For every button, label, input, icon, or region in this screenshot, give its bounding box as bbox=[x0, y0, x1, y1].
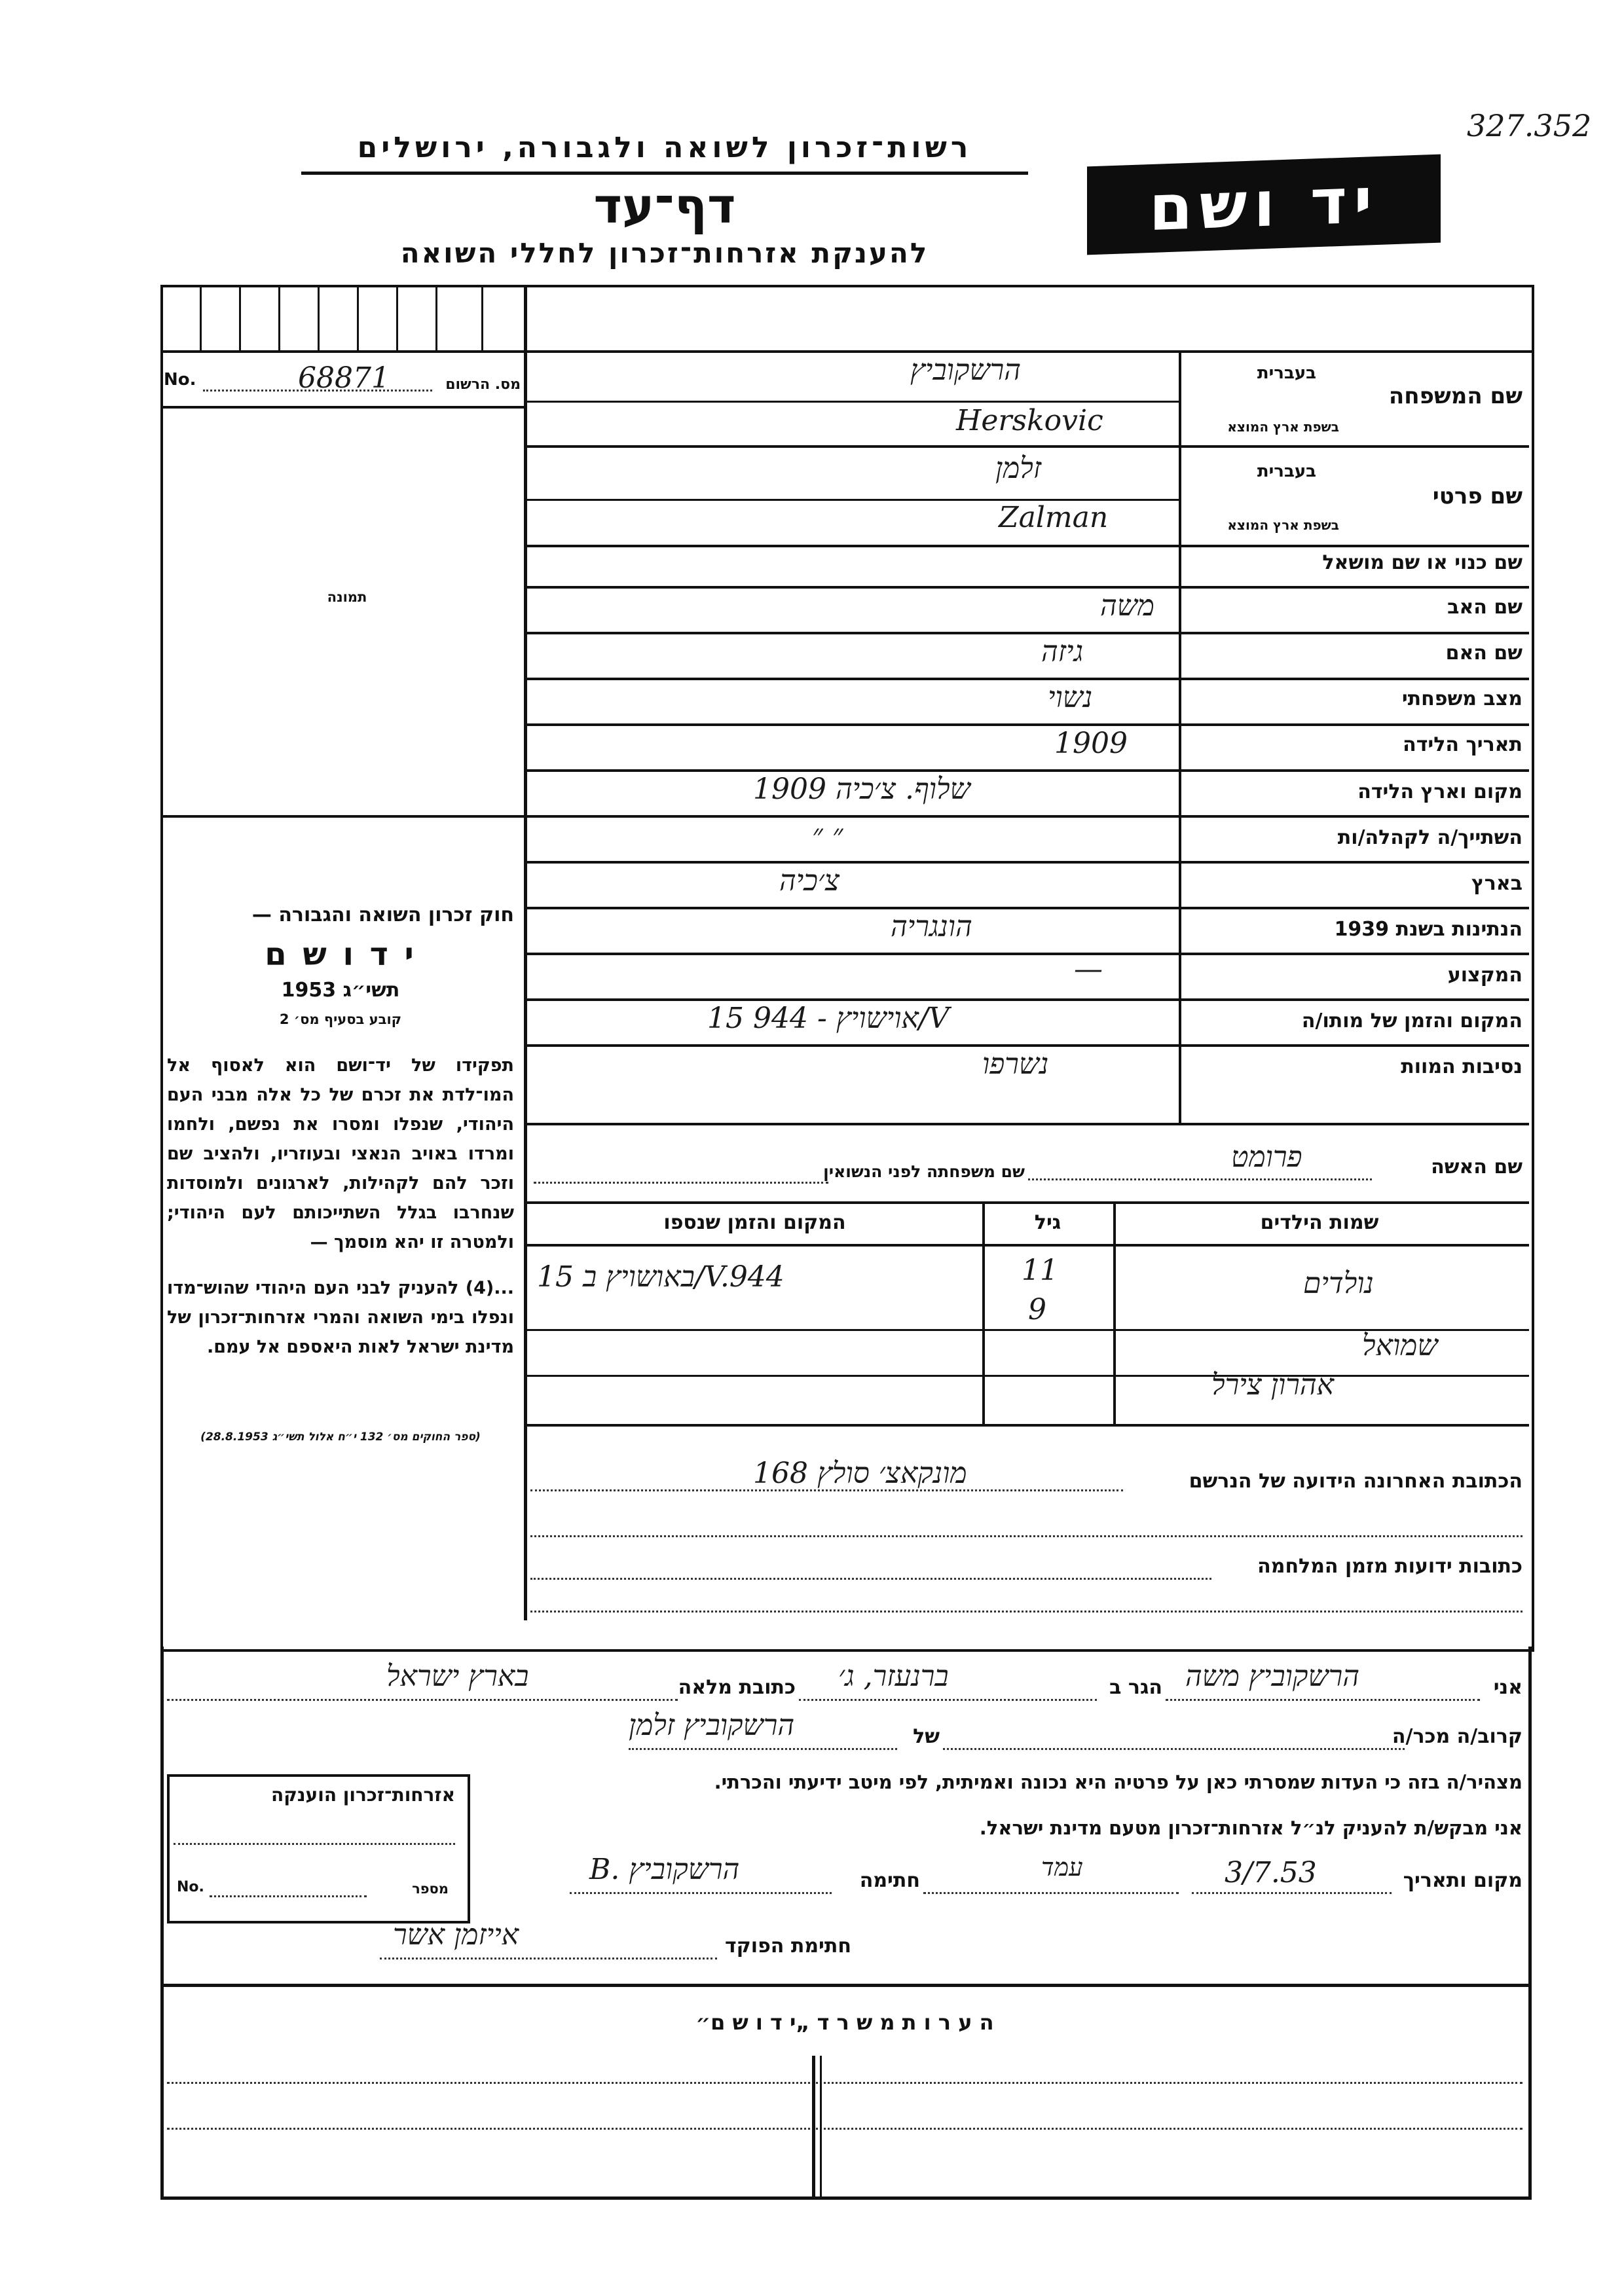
community-value: ״ ״ bbox=[812, 818, 843, 852]
child-1-age: 11 bbox=[1022, 1254, 1058, 1287]
child-2-age: 9 bbox=[1028, 1293, 1046, 1326]
declaration-line-2: אני מבקש/ת להעניק לנ״ל אזרחות־זכרון מטעם מדינת ישראל. bbox=[979, 1817, 1522, 1839]
child-3-name: אהרון צירל bbox=[1211, 1368, 1335, 1402]
citizenship-number-label: מספר bbox=[412, 1881, 449, 1897]
birth-place-label: מקום וארץ הלידה bbox=[1357, 780, 1522, 803]
signature-label: חתימה bbox=[859, 1869, 920, 1892]
first-name-hebrew-label: בעברית bbox=[1257, 462, 1316, 481]
children-age-header: גיל bbox=[1034, 1211, 1061, 1234]
first-name-hebrew-value: זלמן bbox=[995, 452, 1042, 485]
marital-status-label: מצב משפחתי bbox=[1401, 687, 1522, 710]
law-reference: (ספר החוקים מס׳ 132 י״ח אלול תשי״ג 28.8.1953) bbox=[200, 1430, 481, 1444]
profession-label: המקצוע bbox=[1447, 964, 1522, 987]
spouse-maiden-label: שם משפחתה לפני הנשואין bbox=[823, 1162, 1025, 1181]
child-1-name: נולדים bbox=[1303, 1267, 1374, 1300]
community-label: השתייך/ה לקהלה/ות bbox=[1337, 826, 1522, 849]
nickname-label: שם כנוי או שם מושאל bbox=[1322, 551, 1522, 574]
child-1-place: באושויץ ב 15/V.944 bbox=[537, 1260, 784, 1294]
citizenship-1939-value: הונגריה bbox=[891, 910, 972, 943]
family-name-hebrew-label: בעברית bbox=[1257, 363, 1316, 383]
spouse-label: שם האשה bbox=[1431, 1156, 1522, 1178]
death-place-time-value: אוישויץ - 944 15/V bbox=[707, 1002, 950, 1035]
wartime-address-label: כתובות ידועות מזמן המלחמה bbox=[1257, 1555, 1522, 1578]
law-year: תשי״ג 1953 bbox=[281, 979, 400, 1002]
law-clause: קובע בסעיף מס׳ 2 bbox=[279, 1011, 402, 1027]
citizenship-granted-title: אזרחות־זכרון הוענקה bbox=[271, 1784, 455, 1806]
authority-underline bbox=[301, 172, 1028, 175]
family-name-hebrew-value: הרשקוביץ bbox=[910, 354, 1022, 387]
family-name-origin-value: Herskovic bbox=[956, 404, 1103, 437]
law-name: י ד ו ש ם bbox=[265, 936, 416, 973]
office-notes-title: ה ע ר ו ת מ ש ר ד „י ד ו ש ם״ bbox=[695, 2010, 994, 2035]
declarant-label: אני bbox=[1493, 1676, 1522, 1699]
death-place-time-label: המקום והזמן של מותו/ה bbox=[1301, 1010, 1522, 1032]
registration-no-label: No. bbox=[164, 370, 196, 390]
citizenship-no-label: No. bbox=[177, 1879, 204, 1895]
declarant-name: הרשקוביץ משה bbox=[1185, 1660, 1360, 1693]
birth-place-value: 1909 שלוף. צ׳כיה bbox=[753, 773, 970, 806]
declaration-line-1: מצהיר/ה בזה כי העדות שמסרתי כאן על פרטיה היא נכונה ואמיתית, לפי מיטב ידיעתי והכרתי. bbox=[714, 1771, 1522, 1793]
first-name-origin-value: Zalman bbox=[999, 501, 1109, 534]
full-address-label: כתובת מלאה bbox=[678, 1676, 796, 1699]
family-name-label: שם המשפחה bbox=[1388, 383, 1522, 409]
place-date-label: מקום ותאריך bbox=[1403, 1869, 1522, 1892]
country-value: צ׳כיה bbox=[779, 864, 840, 898]
registration-number: 68871 bbox=[298, 361, 390, 395]
relative-label: קרוב/ה מכר/ה bbox=[1392, 1725, 1522, 1748]
death-circumstances-value: נשרפו bbox=[982, 1048, 1049, 1081]
form-subtitle: להענקת אזרחות־זכרון לחללי השואה bbox=[400, 237, 929, 269]
logo-text: יד ושם bbox=[1149, 163, 1379, 246]
children-names-header: שמות הילדים bbox=[1260, 1211, 1379, 1234]
officer-signature-label: חתימת הפוקד bbox=[725, 1935, 851, 1958]
first-name-origin-label: בשפת ארץ המוצא bbox=[1227, 517, 1339, 533]
photo-label: תמונה bbox=[327, 589, 367, 605]
officer-signature: אייזמן אשר bbox=[393, 1918, 519, 1952]
law-paragraph-2: ...(4) להעניק לבני העם היהודי שהוש־מדו ונפלו בימי השואה והמרי אזרחות־זכרון של מדינת ישראל לאות היאספם אל עמם. bbox=[167, 1278, 514, 1357]
mother-label: שם האם bbox=[1445, 642, 1522, 665]
father-label: שם האב bbox=[1447, 596, 1522, 619]
place-value: עמד bbox=[1041, 1853, 1083, 1882]
last-address-value: 168 מונקאצ׳ סולץ bbox=[753, 1457, 967, 1490]
marital-status-value: נשוי bbox=[1048, 681, 1093, 714]
father-value: משה bbox=[1100, 589, 1155, 623]
law-paragraph-1: תפקידו של יד־ושם הוא לאסוף אל המו־לדת את זכרם של כל אלה מבני העם היהודי, שנפלו ומסרו את נפשם, ולחמו ומרדו באויב הנאצי ובעוזריו, ולהציב שם וזכר להם לקהילות, לארגונים ולמוסדות שנחרבו בגלל השתייכותם לעם היהודי; ולמטרה זו יהא מוסמך — bbox=[167, 1055, 514, 1252]
spouse-value: פרומט bbox=[1231, 1140, 1302, 1174]
date-value: 3/7.53 bbox=[1225, 1856, 1317, 1889]
first-name-label: שם פרטי bbox=[1432, 483, 1522, 509]
of-value: הרשקוביץ זלמן bbox=[629, 1709, 795, 1742]
mother-value: גיזה bbox=[1041, 635, 1084, 668]
birth-date-value: 1909 bbox=[1054, 727, 1128, 760]
profession-value: — bbox=[1074, 953, 1103, 986]
full-address-value: בארץ ישראל bbox=[386, 1660, 529, 1693]
death-circumstances-label: נסיבות המוות bbox=[1401, 1055, 1522, 1078]
page-reference: 327.352 bbox=[1467, 108, 1592, 143]
country-label: בארץ bbox=[1471, 872, 1522, 895]
declarant-signature: B. הרשקוביץ bbox=[589, 1853, 740, 1886]
form-title: דף־עד bbox=[593, 178, 736, 234]
of-label: של bbox=[913, 1725, 940, 1748]
law-title: חוק זכרון השואה והגבורה — bbox=[251, 903, 514, 926]
registration-label: מס. הרשום bbox=[445, 376, 521, 393]
label-column-divider bbox=[1179, 350, 1181, 1123]
resides-in-value: ברנעזר, ג׳ bbox=[838, 1660, 949, 1693]
last-address-label: הכתובת האחרונה הידועה של הנרשם bbox=[1189, 1470, 1522, 1493]
resides-in-label: הגר ב bbox=[1109, 1676, 1162, 1699]
family-name-origin-label: בשפת ארץ המוצא bbox=[1227, 419, 1339, 435]
child-2-name: שמואל bbox=[1362, 1329, 1438, 1362]
yad-vashem-logo bbox=[1087, 155, 1441, 255]
authority-title: רשות־זכרון לשואה ולגבורה, ירושלים bbox=[357, 131, 972, 164]
birth-date-label: תאריך הלידה bbox=[1403, 733, 1522, 756]
children-place-header: המקום והזמן שנספו bbox=[663, 1211, 846, 1234]
citizenship-1939-label: הנתינות בשנת 1939 bbox=[1334, 918, 1522, 941]
